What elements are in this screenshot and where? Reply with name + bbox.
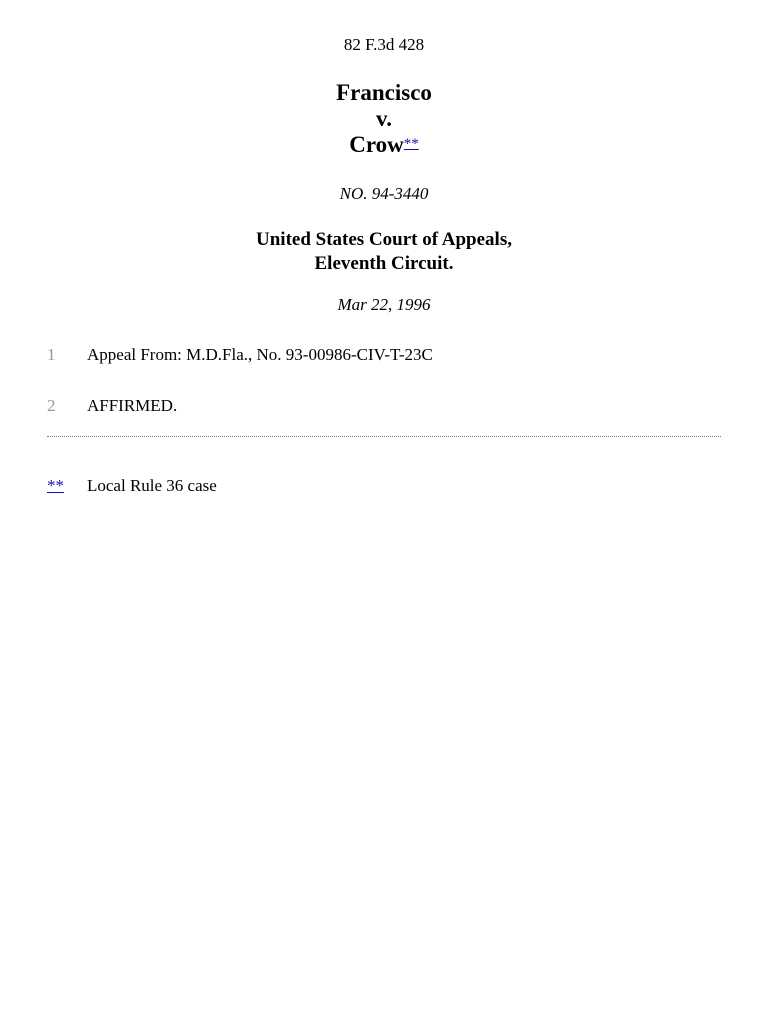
paragraph-number: 1 [47, 345, 56, 364]
docket-number: NO. 94-3440 [339, 184, 429, 203]
defendant-line [0, 132, 768, 158]
court-name [0, 228, 768, 276]
footnote-reference-link[interactable]: ** [403, 136, 419, 152]
decision-date: Mar 22, 1996 [337, 295, 431, 314]
case-citation: 82 F.3d 428 [343, 35, 425, 54]
paragraph-number: 2 [47, 396, 56, 415]
plaintiff-name: Francisco [336, 80, 432, 105]
case-title [0, 80, 768, 158]
court-name-line-1: United States Court of Appeals, [256, 229, 512, 250]
footnote-divider [47, 436, 721, 437]
paragraph-text: AFFIRMED. [87, 396, 178, 415]
footnote-text: Local Rule 36 case [87, 476, 217, 495]
versus-label: v. [376, 106, 392, 131]
court-name-line-2: Eleventh Circuit. [314, 253, 454, 274]
footnote-marker-link[interactable]: ** [47, 476, 64, 495]
paragraph-text: Appeal From: M.D.Fla., No. 93-00986-CIV-T-23C [87, 345, 433, 364]
defendant-name: Crow [349, 132, 404, 157]
